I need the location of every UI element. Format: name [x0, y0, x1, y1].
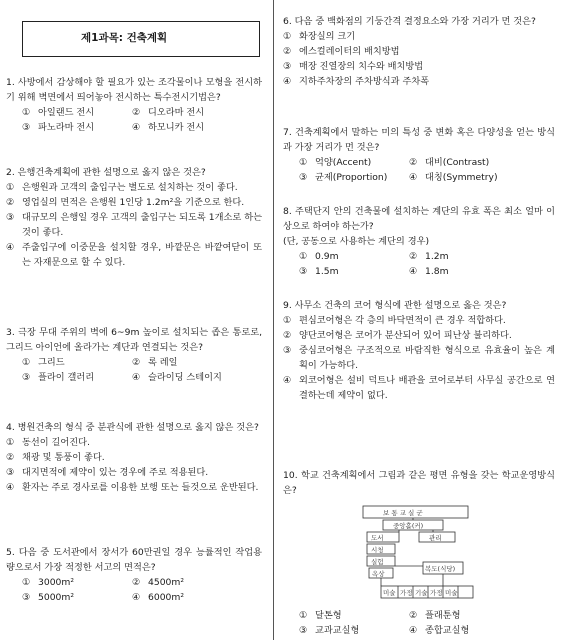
- plan-label: 기술: [415, 589, 428, 597]
- choice-1[interactable]: ① 그리드: [22, 357, 65, 368]
- choice-list: [283, 608, 555, 638]
- question-stem: 6. 다음 중 백화점의 기둥간격 결정요소와 가장 거리가 먼 것은?: [283, 16, 536, 27]
- plan-label: 복도(식당): [425, 565, 456, 573]
- choice-1[interactable]: ① 동선이 길어진다.: [6, 437, 90, 448]
- choice-2[interactable]: ② 디오라마 전시: [132, 107, 205, 118]
- column-divider: [273, 0, 274, 640]
- choice-4[interactable]: ④ 하모니카 전시: [132, 122, 205, 133]
- question-10: [283, 468, 555, 638]
- choice-list: [283, 249, 555, 279]
- choice-4[interactable]: ④ 1.8m: [409, 266, 449, 277]
- question-2: [6, 165, 262, 270]
- choice-2[interactable]: ② 록 레일: [132, 357, 178, 368]
- choice-1[interactable]: ① 편심코어형은 각 층의 바닥면적이 큰 경우 적합하다.: [283, 315, 506, 326]
- question-condition: (단, 공동으로 사용하는 계단의 경우): [283, 236, 430, 247]
- question-stem: 2. 은행건축계획에 관한 설명으로 옳지 않은 것은?: [6, 167, 206, 178]
- choice-1[interactable]: ① 은행원과 고객의 출입구는 별도로 설치하는 것이 좋다.: [6, 182, 238, 193]
- question-stem: 1. 사방에서 감상해야 할 필요가 있는 조각물이나 모형을 전시하기 위해 벽면에서 띄어놓아 전시하는 특수전시기법은?: [6, 77, 262, 103]
- question-stem: 10. 학교 건축계획에서 그림과 같은 평면 유형을 갖는 학교운영방식은?: [283, 470, 555, 496]
- choice-3[interactable]: ③ 파노라마 전시: [22, 122, 95, 133]
- choice-3[interactable]: ③ 교과교실형: [299, 625, 360, 636]
- choice-1[interactable]: ① 달톤형: [299, 610, 342, 621]
- question-stem: 8. 주택단지 안의 건축물에 설치하는 계단의 유효 폭은 최소 얼마 이상으로 하여야 하는가?: [283, 206, 555, 232]
- choice-3[interactable]: ③ 대지면적에 제약이 있는 경우에 주로 적용된다.: [6, 467, 209, 478]
- section-title: 제1과목: 건축계획: [22, 21, 260, 57]
- plan-label: 보 통 교 실 군: [383, 509, 423, 517]
- question-stem: 5. 다음 중 도서관에서 장서가 60만권일 경우 능률적인 작업용량으로서 가장 적정한 서고의 면적은?: [6, 547, 262, 573]
- choice-3[interactable]: ③ 5000m²: [22, 592, 75, 603]
- choice-1[interactable]: ① 화장실의 크기: [283, 31, 356, 42]
- choice-4[interactable]: ④ 외코어형은 설비 덕트나 배관을 코어로부터 사무실 공간으로 연결하는데 제약이 없다.: [283, 375, 555, 401]
- choice-2[interactable]: ② 대비(Contrast): [409, 157, 490, 168]
- choice-4[interactable]: ④ 주출입구에 이중문을 설치할 경우, 바깥문은 바깥여닫이 또는 자재문으로 할 수 있다.: [6, 242, 262, 268]
- choice-list: [283, 155, 555, 185]
- question-4: [6, 420, 262, 495]
- choice-3[interactable]: ③ 매장 진열장의 치수와 배치방법: [283, 61, 424, 72]
- choice-2[interactable]: ② 양단코어형은 코어가 분산되어 있어 피난상 불리하다.: [283, 330, 512, 341]
- plan-label: 관리: [429, 534, 442, 542]
- choice-4[interactable]: ④ 슬라이딩 스테이지: [132, 372, 222, 383]
- question-7: [283, 125, 555, 185]
- choice-1[interactable]: ① 아일랜드 전시: [22, 107, 95, 118]
- choice-4[interactable]: ④ 환자는 주로 경사로를 이용한 보행 또는 들것으로 운반된다.: [6, 482, 259, 493]
- choice-4[interactable]: ④ 대칭(Symmetry): [409, 172, 498, 183]
- plan-label: 도서: [371, 534, 384, 542]
- question-stem: 7. 건축계획에서 말하는 미의 특성 중 변화 혹은 다양성을 얻는 방식과 가장 거리가 먼 것은?: [283, 127, 555, 153]
- choice-1[interactable]: ① 0.9m: [299, 251, 339, 262]
- question-stem: 3. 극장 무대 주위의 벽에 6~9m 높이로 설치되는 좁은 통로로, 그리드 아이언에 올라가는 계단과 연결되는 것은?: [6, 327, 262, 353]
- floor-plan-diagram: [283, 504, 555, 602]
- floor-plan-figure: [283, 504, 555, 602]
- choice-3[interactable]: ③ 플라이 갤러리: [22, 372, 95, 383]
- choice-3[interactable]: ③ 1.5m: [299, 266, 339, 277]
- plan-label: 실험: [371, 558, 384, 566]
- plan-label: 미술: [383, 589, 396, 597]
- choice-list: [6, 105, 262, 135]
- choice-2[interactable]: ② 1.2m: [409, 251, 449, 262]
- choice-2[interactable]: ② 에스컬레이터의 배치방법: [283, 46, 400, 57]
- question-9: [283, 298, 555, 403]
- choice-3[interactable]: ③ 중심코어형은 구조적으로 바람직한 형식으로 유효율이 높은 계획이 가능하다.: [283, 345, 555, 371]
- choice-1[interactable]: ① 3000m²: [22, 577, 75, 588]
- choice-3[interactable]: ③ 균제(Proportion): [299, 172, 388, 183]
- question-stem: 4. 병원건축의 형식 중 분관식에 관한 설명으로 옳지 않은 것은?: [6, 422, 259, 433]
- question-8: [283, 204, 555, 279]
- plan-label: 시청: [371, 546, 384, 554]
- plan-label: 가정: [430, 589, 443, 597]
- choice-2[interactable]: ② 영업실의 면적은 은행원 1인당 1.2m²을 기준으로 한다.: [6, 197, 245, 208]
- question-5: [6, 545, 262, 605]
- choice-list: [6, 355, 262, 385]
- plan-label: 미술: [445, 589, 458, 597]
- choice-3[interactable]: ③ 대규모의 은행일 경우 고객의 출입구는 되도록 1개소로 하는 것이 좋다.: [6, 212, 262, 238]
- question-stem: 9. 사무소 건축의 코어 형식에 관한 설명으로 옳은 것은?: [283, 300, 507, 311]
- choice-4[interactable]: ④ 6000m²: [132, 592, 185, 603]
- choice-1[interactable]: ① 억양(Accent): [299, 157, 372, 168]
- plan-label: 중앙홀(커): [393, 522, 424, 530]
- question-1: [6, 75, 262, 135]
- choice-2[interactable]: ② 4500m²: [132, 577, 185, 588]
- plan-label: 옥상: [372, 570, 385, 578]
- choice-4[interactable]: ④ 지하주차장의 주차방식과 주차폭: [283, 76, 430, 87]
- choice-2[interactable]: ② 플래툰형: [409, 610, 461, 621]
- question-3: [6, 325, 262, 385]
- plan-label: 가정: [400, 589, 413, 597]
- choice-list: [6, 575, 262, 605]
- choice-4[interactable]: ④ 종합교실형: [409, 625, 470, 636]
- question-6: [283, 14, 555, 89]
- choice-2[interactable]: ② 채광 및 통풍이 좋다.: [6, 452, 105, 463]
